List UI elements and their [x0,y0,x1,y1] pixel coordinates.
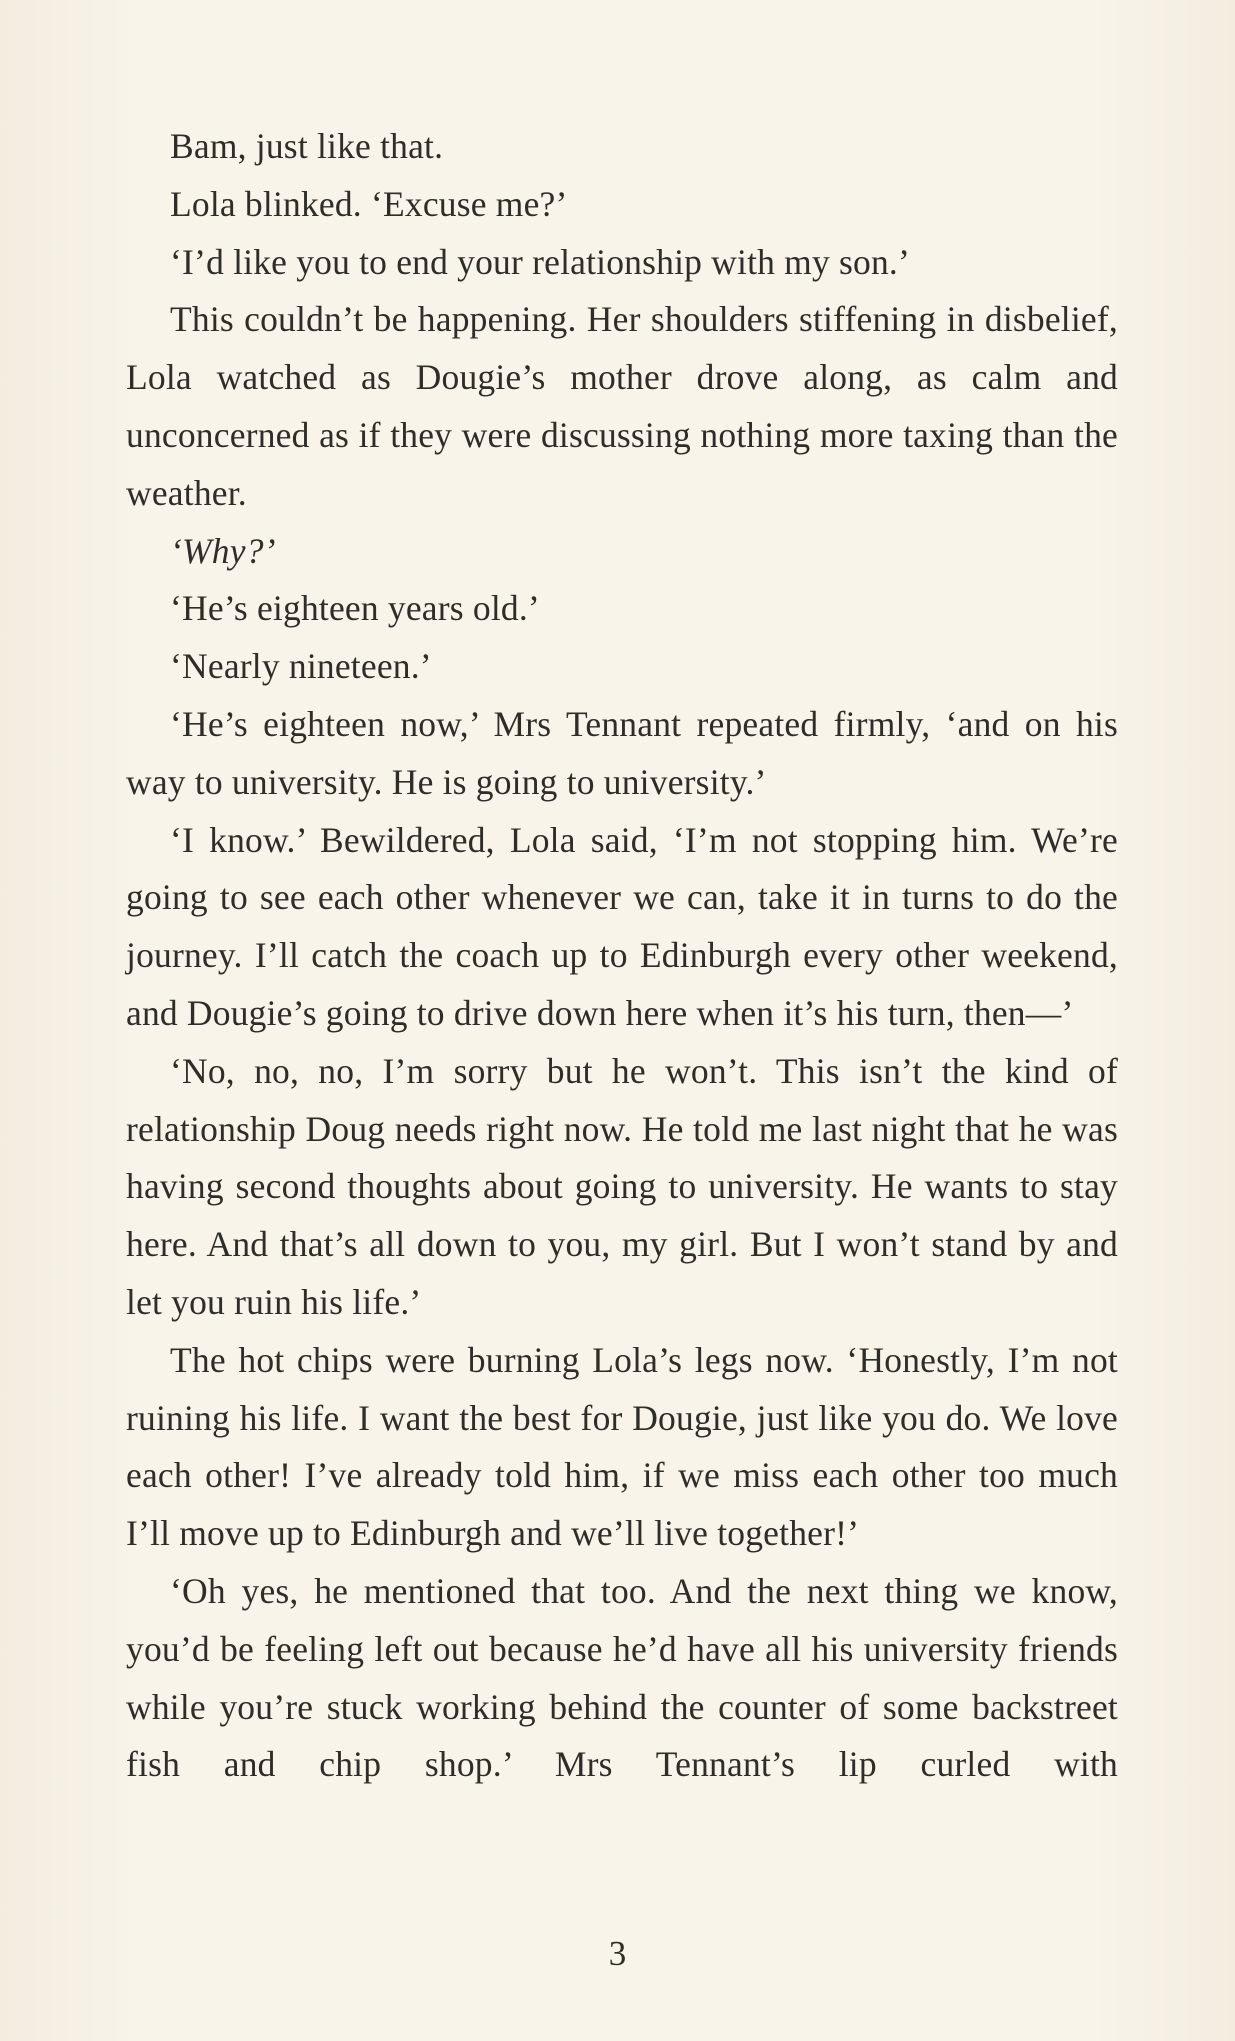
paragraph: Bam, just like that. [170,126,444,166]
paragraph: This couldn’t be happening. Her shoulders stiffening in disbelief, Lola watched as Dougie’s mother drove along, as calm and unconcerned as if they were discussing nothing more taxing than the weather. [126,299,1118,513]
paragraph: ‘He’s eighteen years old.’ [170,588,540,629]
italic-text: ‘Why?’ [170,530,276,571]
page-number: 3 [608,1934,627,1973]
paragraph: Lola blinked. ‘Excuse me?’ [170,183,568,224]
paragraph: ‘Oh yes, he mentioned that too. And the next thing we know, you’d be feeling left out because he’d have all his university friends while you’re stuck working behind the counter of some backstreet fish and chip shop.’ Mrs Tennant’s lip curled with [126,1570,1118,1785]
paragraph: ‘He’s eighteen now,’ Mrs Tennant repeated firmly, ‘and on his way to university. He is going to university.’ [126,703,1118,802]
paragraph: ‘I know.’ Bewildered, Lola said, ‘I’m not stopping him. We’re going to see each other whenever we can, take it in turns to do the journey. I’ll catch the coach up to Edinburgh every other weekend, and Dougie’s going to drive down here when it’s his turn, then—’ [126,819,1118,1033]
body-text [126,118,1118,1794]
paragraph: ‘I’d like you to end your relationship with my son.’ [170,241,911,282]
paragraph: ‘Nearly nineteen.’ [170,646,432,687]
paragraph: The hot chips were burning Lola’s legs now. ‘Honestly, I’m not ruining his life. I want the best for Dougie, just like you do. We love each other! I’ve already told him, if we miss each other too much I’ll move up to Edinburgh and we’ll live together!’ [126,1339,1118,1554]
paragraph-italic [126,523,1118,581]
paragraph: ‘No, no, no, I’m sorry but he won’t. This isn’t the kind of relationship Doug needs right now. He told me last night that he was having second thoughts about going to university. He wants to stay here. And that’s all down to you, my girl. But I won’t stand by and let you ruin his life.’ [126,1050,1118,1322]
